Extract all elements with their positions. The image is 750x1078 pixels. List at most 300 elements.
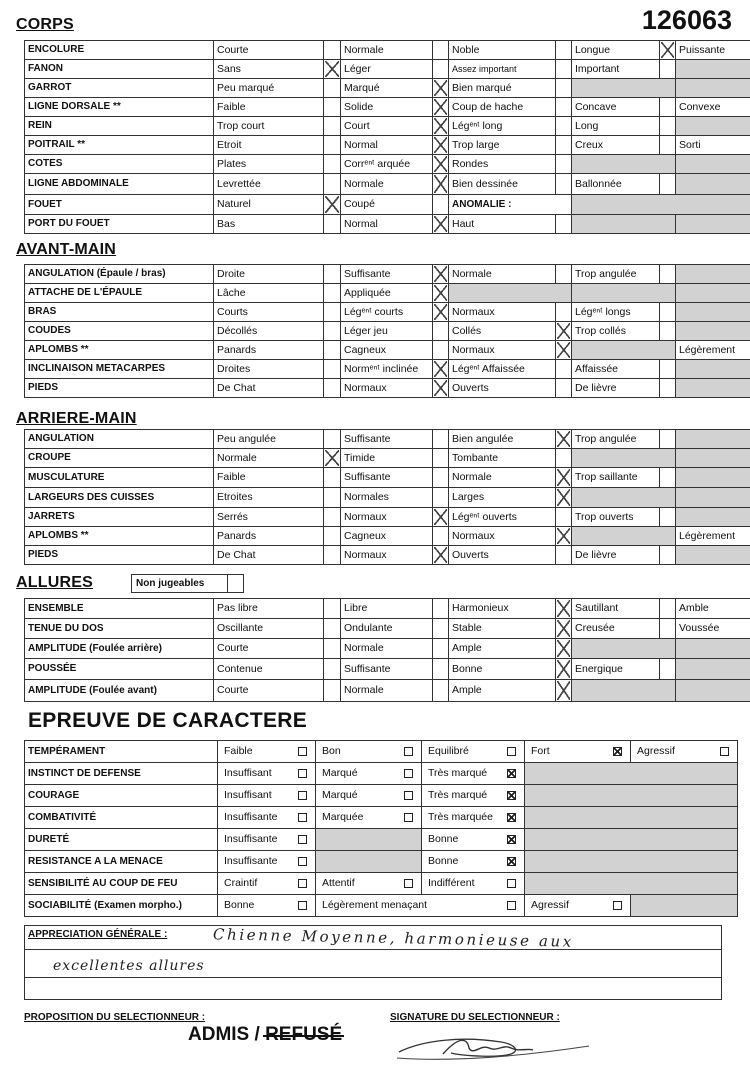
checkbox-coupe[interactable] <box>433 195 449 215</box>
empty-cell <box>676 639 750 659</box>
option-marquee <box>316 807 422 829</box>
checkbox-de-chat[interactable] <box>324 379 341 398</box>
checkbox-insuffisant[interactable] <box>298 769 307 778</box>
checkbox-larges[interactable] <box>556 488 572 508</box>
checkbox-indifferent[interactable] <box>507 879 516 888</box>
option-plates: Plates <box>214 155 324 174</box>
checkbox-serres[interactable] <box>324 508 341 527</box>
empty-cell <box>572 341 676 360</box>
option-equilibre <box>422 741 525 763</box>
option-label: Fort <box>531 745 550 758</box>
option-naturel: Naturel <box>214 195 324 215</box>
checkbox-leger[interactable] <box>433 60 449 79</box>
row-poussee <box>25 659 750 680</box>
row-label: COMBATIVITÉ <box>25 807 218 829</box>
checkbox-bien-angulee[interactable] <box>556 430 572 449</box>
checkbox-tres-marque[interactable] <box>507 769 516 778</box>
checkbox-ouverts[interactable] <box>556 379 572 398</box>
empty-cell <box>676 508 750 527</box>
checkbox-haut[interactable] <box>556 215 572 234</box>
row-amplitude-foulee-arriere <box>25 639 750 659</box>
row-label: INSTINCT DE DEFENSE <box>25 763 218 785</box>
option-serres: Serrés <box>214 508 324 527</box>
empty-cell <box>676 322 750 341</box>
option-normale: Normale <box>214 449 324 468</box>
option-legerement: Légèrement <box>676 341 750 360</box>
checkbox-leg-longs[interactable] <box>660 303 676 322</box>
empty-cell <box>525 807 738 829</box>
option-normale: Normale <box>341 41 433 60</box>
row-label: AMPLITUDE (Foulée avant) <box>25 680 214 702</box>
checkbox-agressif[interactable] <box>720 747 729 756</box>
checkbox-tres-marque[interactable] <box>507 791 516 800</box>
checkbox-normales[interactable] <box>433 488 449 508</box>
row-poitrail <box>25 136 750 155</box>
option-suffisante: Suffisante <box>341 468 433 488</box>
row-pieds <box>25 546 750 565</box>
option-label: Indifférent <box>428 877 475 890</box>
row-label: PORT DU FOUET <box>25 215 214 234</box>
option-trop-court: Trop court <box>214 117 324 136</box>
non-jugeables-box <box>131 574 244 593</box>
row-label: ANGULATION <box>25 430 214 449</box>
checkbox-longue[interactable] <box>660 41 676 60</box>
checkbox-tombante[interactable] <box>556 449 572 468</box>
row-label: CROUPE <box>25 449 214 468</box>
checkbox-affaissee[interactable] <box>660 360 676 379</box>
option-court: Court <box>341 117 433 136</box>
empty-cell <box>676 488 750 508</box>
checkbox-craintif[interactable] <box>298 879 307 888</box>
checkbox-concave[interactable] <box>660 98 676 117</box>
checkbox-long[interactable] <box>660 117 676 136</box>
checkbox-insuffisante[interactable] <box>298 857 307 866</box>
checkbox-plates[interactable] <box>324 155 341 174</box>
checkbox-courts[interactable] <box>324 303 341 322</box>
checkbox-sans[interactable] <box>324 60 341 79</box>
checkbox-trop-court[interactable] <box>324 117 341 136</box>
checkbox-normaux[interactable] <box>433 546 449 565</box>
empty-cell <box>676 155 750 174</box>
row-label: SOCIABILITÉ (Examen morpho.) <box>25 895 218 917</box>
option-label: Agressif <box>531 899 569 912</box>
epreuve-caractere-table <box>24 740 738 917</box>
option-agressif <box>525 895 631 917</box>
option-lache: Lâche <box>214 284 324 303</box>
checkbox-important[interactable] <box>660 60 676 79</box>
option-tres-marquee <box>422 807 525 829</box>
checkbox-normaux[interactable] <box>433 379 449 398</box>
option-energique: Energique <box>572 659 660 680</box>
checkbox-harmonieux[interactable] <box>556 599 572 619</box>
option-bien-dessinee: Bien dessinée <box>449 174 556 195</box>
empty-cell <box>676 546 750 565</box>
checkbox-courte[interactable] <box>324 41 341 60</box>
checkbox-trop-angulee[interactable] <box>660 430 676 449</box>
option-bas: Bas <box>214 215 324 234</box>
checkbox-normale[interactable] <box>433 639 449 659</box>
checkbox-leg-long[interactable] <box>556 117 572 136</box>
checkbox-leger-jeu[interactable] <box>433 322 449 341</box>
option-insuffisante <box>218 807 316 829</box>
checkbox-normale[interactable] <box>433 680 449 702</box>
checkbox-droite[interactable] <box>324 265 341 284</box>
option-faible: Faible <box>214 98 324 117</box>
section-title-allures: ALLURES <box>16 574 93 591</box>
checkbox-rondes[interactable] <box>556 155 572 174</box>
checkbox-creux[interactable] <box>660 136 676 155</box>
option-droite: Droite <box>214 265 324 284</box>
option-fort <box>525 741 631 763</box>
checkbox-ondulante[interactable] <box>433 619 449 639</box>
non-jugeables-label: Non jugeables <box>132 575 228 593</box>
row-cotes <box>25 155 750 174</box>
option-label: Insuffisante <box>224 811 278 824</box>
checkbox-court[interactable] <box>433 117 449 136</box>
option-bien-angulee: Bien angulée <box>449 430 556 449</box>
option-indifferent <box>422 873 525 895</box>
admis-label: ADMIS / <box>188 1024 260 1045</box>
checkbox-libre[interactable] <box>433 599 449 619</box>
checkbox-faible[interactable] <box>324 468 341 488</box>
checkbox-bien-dessinee[interactable] <box>556 174 572 195</box>
checkbox-bonne[interactable] <box>507 857 516 866</box>
option-courte: Courte <box>214 41 324 60</box>
option-trop-large: Trop large <box>449 136 556 155</box>
checkbox-bas[interactable] <box>324 215 341 234</box>
empty-cell <box>676 60 750 79</box>
option-normaux: Normaux <box>449 303 556 322</box>
empty-cell <box>631 895 738 917</box>
checkbox-panards[interactable] <box>324 527 341 546</box>
checkbox-trop-angulee[interactable] <box>660 265 676 284</box>
row-sociabilite-examen-morpho <box>25 895 738 917</box>
option-assez-important: Assez important <box>449 60 556 79</box>
checkbox-assez-important[interactable] <box>556 60 572 79</box>
checkbox-peu-angulee[interactable] <box>324 430 341 449</box>
checkbox-normale[interactable] <box>556 265 572 284</box>
checkbox-naturel[interactable] <box>324 195 341 215</box>
option-long: Long <box>572 117 660 136</box>
option-haut: Haut <box>449 215 556 234</box>
option-tres-marque <box>422 785 525 807</box>
checkbox-courte[interactable] <box>324 680 341 702</box>
row-fouet <box>25 195 750 215</box>
checkbox-courte[interactable] <box>324 639 341 659</box>
option-label: Très marqué <box>428 789 488 802</box>
row-tenue-du-dos <box>25 619 750 639</box>
checkbox-corr-arquee[interactable] <box>433 155 449 174</box>
checkbox-colles[interactable] <box>556 322 572 341</box>
checkbox-equilibre[interactable] <box>507 747 516 756</box>
option-suffisante: Suffisante <box>341 265 433 284</box>
checkbox-bonne[interactable] <box>507 835 516 844</box>
checkbox-noble[interactable] <box>556 41 572 60</box>
checkbox-agressif[interactable] <box>613 901 622 910</box>
option-important: Important <box>572 60 660 79</box>
checkbox-sautillant[interactable] <box>660 599 676 619</box>
checkbox-oscillante[interactable] <box>324 619 341 639</box>
option-de-lievre: De lièvre <box>572 379 660 398</box>
checkbox-solide[interactable] <box>433 98 449 117</box>
option-trop-angulee: Trop angulée <box>572 265 660 284</box>
option-convexe: Convexe <box>676 98 750 117</box>
row-label: ENSEMBLE <box>25 599 214 619</box>
checkbox-droites[interactable] <box>324 360 341 379</box>
row-label: FOUET <box>25 195 214 215</box>
row-jarrets <box>25 508 750 527</box>
row-label: POUSSÉE <box>25 659 214 680</box>
row-largeurs-des-cuisses <box>25 488 750 508</box>
option-sorti: Sorti <box>676 136 750 155</box>
checkbox-decolles[interactable] <box>324 322 341 341</box>
checkbox-trop-ouverts[interactable] <box>660 508 676 527</box>
option-courte: Courte <box>214 680 324 702</box>
checkbox-legerement-menacant[interactable] <box>507 901 516 910</box>
empty-cell <box>572 155 676 174</box>
decision-text <box>188 1024 342 1046</box>
option-coupe: Coupé <box>341 195 433 215</box>
empty-cell <box>525 763 738 785</box>
checkbox-attentif[interactable] <box>404 879 413 888</box>
checkbox-etroit[interactable] <box>324 136 341 155</box>
option-ample: Ample <box>449 639 556 659</box>
option-normaux: Normaux <box>341 546 433 565</box>
option-normales: Normales <box>341 488 433 508</box>
row-label: COURAGE <box>25 785 218 807</box>
row-aplombs <box>25 527 750 546</box>
empty-cell <box>676 360 750 379</box>
option-appliquee: Appliquée <box>341 284 433 303</box>
checkbox-normale[interactable] <box>556 468 572 488</box>
empty-cell <box>676 265 750 284</box>
empty-cell <box>676 174 750 195</box>
empty-cell <box>525 785 738 807</box>
option-label: Marquée <box>322 811 364 824</box>
checkbox-fort[interactable] <box>613 747 622 756</box>
checkbox-ample[interactable] <box>556 639 572 659</box>
checkbox-bonne[interactable] <box>556 659 572 680</box>
checkbox-faible[interactable] <box>298 747 307 756</box>
option-leg-long: Légᵉⁿᵗ long <box>449 117 556 136</box>
option-faible <box>218 741 316 763</box>
option-amble: Amble <box>676 599 750 619</box>
checkbox-bien-marque[interactable] <box>556 79 572 98</box>
row-croupe <box>25 449 750 468</box>
checkbox-de-lievre[interactable] <box>660 546 676 565</box>
option-bien-marque: Bien marqué <box>449 79 556 98</box>
checkbox-normale[interactable] <box>433 174 449 195</box>
proposition-label: PROPOSITION DU SELECTIONNEUR : <box>24 1012 206 1023</box>
checkbox-insuffisante[interactable] <box>298 835 307 844</box>
row-label: JARRETS <box>25 508 214 527</box>
checkbox-de-lievre[interactable] <box>660 379 676 398</box>
appreciation-handwritten-line-1[interactable]: Chienne Moyenne, harmonieuse aux <box>212 925 575 951</box>
option-levrettee: Levrettée <box>214 174 324 195</box>
checkbox-creusee[interactable] <box>660 619 676 639</box>
option-panards: Panards <box>214 341 324 360</box>
option-normaux: Normaux <box>341 379 433 398</box>
checkbox-normaux[interactable] <box>433 508 449 527</box>
option-tres-marque <box>422 763 525 785</box>
row-label: LARGEURS DES CUISSES <box>25 488 214 508</box>
checkbox-pas-libre[interactable] <box>324 599 341 619</box>
checkbox-normal[interactable] <box>433 215 449 234</box>
option-label: Bonne <box>224 899 255 912</box>
checkbox-norm-inclinee[interactable] <box>433 360 449 379</box>
checkbox-insuffisant[interactable] <box>298 791 307 800</box>
row-label: RESISTANCE A LA MENACE <box>25 851 218 873</box>
checkbox-leg-affaissee[interactable] <box>556 360 572 379</box>
checkbox-suffisante[interactable] <box>433 430 449 449</box>
option-stable: Stable <box>449 619 556 639</box>
checkbox-panards[interactable] <box>324 341 341 360</box>
option-peu-marque: Peu marqué <box>214 79 324 98</box>
empty-cell <box>525 851 738 873</box>
checkbox-normaux[interactable] <box>556 341 572 360</box>
option-normaux: Normaux <box>449 341 556 360</box>
row-label: COTES <box>25 155 214 174</box>
row-pieds <box>25 379 750 398</box>
row-amplitude-foulee-avant <box>25 680 750 702</box>
checkbox-marque[interactable] <box>433 79 449 98</box>
empty-cell <box>449 284 572 303</box>
row-ligne-dorsale <box>25 98 750 117</box>
option-droites: Droites <box>214 360 324 379</box>
option-voussee: Voussée <box>676 619 750 639</box>
section-title-arriere-main: ARRIERE-MAIN <box>16 410 137 427</box>
empty-cell <box>676 215 750 234</box>
option-etroites: Etroites <box>214 488 324 508</box>
checkbox-insuffisante[interactable] <box>298 813 307 822</box>
row-label: REIN <box>25 117 214 136</box>
checkbox-trop-saillante[interactable] <box>660 468 676 488</box>
row-label: PIEDS <box>25 379 214 398</box>
checkbox-ample[interactable] <box>556 680 572 702</box>
checkbox-marque[interactable] <box>404 791 413 800</box>
option-trop-ouverts: Trop ouverts <box>572 508 660 527</box>
empty-cell <box>572 639 676 659</box>
option-bonne <box>218 895 316 917</box>
checkbox-de-chat[interactable] <box>324 546 341 565</box>
anomalie-field[interactable] <box>572 195 750 215</box>
row-attache-de-l-epaule <box>25 284 750 303</box>
row-musculature <box>25 468 750 488</box>
checkbox-cagneux[interactable] <box>433 527 449 546</box>
checkbox-appliquee[interactable] <box>433 284 449 303</box>
appreciation-handwritten-line-2[interactable]: excellentes allures <box>53 958 205 974</box>
checkbox-levrettee[interactable] <box>324 174 341 195</box>
empty-cell <box>316 829 422 851</box>
option-peu-angulee: Peu angulée <box>214 430 324 449</box>
empty-cell <box>572 449 676 468</box>
checkbox-contenue[interactable] <box>324 659 341 680</box>
checkbox-leg-ouverts[interactable] <box>556 508 572 527</box>
option-leger: Léger <box>341 60 433 79</box>
anomalie-label: ANOMALIE : <box>449 195 572 215</box>
option-de-lievre: De lièvre <box>572 546 660 565</box>
empty-cell <box>676 79 750 98</box>
option-label: Equilibré <box>428 745 469 758</box>
row-fanon <box>25 60 750 79</box>
row-label: POITRAIL ** <box>25 136 214 155</box>
checkbox-cagneux[interactable] <box>433 341 449 360</box>
checkbox-marquee[interactable] <box>404 813 413 822</box>
option-cagneux: Cagneux <box>341 341 433 360</box>
row-resistance-a-la-menace <box>25 851 738 873</box>
checkbox-bonne[interactable] <box>298 901 307 910</box>
checkbox-normale[interactable] <box>324 449 341 468</box>
checkbox-faible[interactable] <box>324 98 341 117</box>
checkbox-lache[interactable] <box>324 284 341 303</box>
checkbox-suffisante[interactable] <box>433 659 449 680</box>
checkbox-suffisante[interactable] <box>433 265 449 284</box>
empty-cell <box>676 284 750 303</box>
non-jugeables-checkbox[interactable] <box>228 575 244 593</box>
option-marque <box>316 785 422 807</box>
checkbox-coup-de-hache[interactable] <box>556 98 572 117</box>
row-label: ENCOLURE <box>25 41 214 60</box>
selectionneur-signature <box>393 1026 593 1068</box>
option-trop-colles: Trop collés <box>572 322 660 341</box>
row-label: COUDES <box>25 322 214 341</box>
option-libre: Libre <box>341 599 433 619</box>
checkbox-peu-marque[interactable] <box>324 79 341 98</box>
option-normale: Normale <box>449 265 556 284</box>
checkbox-stable[interactable] <box>556 619 572 639</box>
option-leg-ouverts: Légᵉⁿᵗ ouverts <box>449 508 556 527</box>
checkbox-trop-large[interactable] <box>556 136 572 155</box>
row-label: AMPLITUDE (Foulée arrière) <box>25 639 214 659</box>
row-bras <box>25 303 750 322</box>
checkbox-ouverts[interactable] <box>556 546 572 565</box>
option-label: Très marqué <box>428 767 488 780</box>
checkbox-normaux[interactable] <box>556 527 572 546</box>
checkbox-normaux[interactable] <box>556 303 572 322</box>
row-coudes <box>25 322 750 341</box>
checkbox-tres-marquee[interactable] <box>507 813 516 822</box>
checkbox-normale[interactable] <box>433 41 449 60</box>
checkbox-bon[interactable] <box>404 747 413 756</box>
option-corr-arquee: Corrᵉⁿᵗ arquée <box>341 155 433 174</box>
signature-label: SIGNATURE DU SELECTIONNEUR : <box>390 1012 560 1023</box>
option-leg-courts: Légᵉⁿᵗ courts <box>341 303 433 322</box>
option-concave: Concave <box>572 98 660 117</box>
option-legerement-menacant <box>316 895 525 917</box>
option-sautillant: Sautillant <box>572 599 660 619</box>
checkbox-timide[interactable] <box>433 449 449 468</box>
checkbox-suffisante[interactable] <box>433 468 449 488</box>
checkbox-energique[interactable] <box>660 659 676 680</box>
empty-cell <box>525 873 738 895</box>
dog-id-number: 126063 <box>641 5 732 35</box>
option-normaux: Normaux <box>449 527 556 546</box>
checkbox-leg-courts[interactable] <box>433 303 449 322</box>
option-leg-affaissee: Légᵉⁿᵗ Affaissée <box>449 360 556 379</box>
checkbox-etroites[interactable] <box>324 488 341 508</box>
checkbox-ballonnee[interactable] <box>660 174 676 195</box>
option-creux: Creux <box>572 136 660 155</box>
allures-table <box>24 598 750 702</box>
option-insuffisante <box>218 851 316 873</box>
option-label: Craintif <box>224 877 258 890</box>
checkbox-trop-colles[interactable] <box>660 322 676 341</box>
checkbox-normal[interactable] <box>433 136 449 155</box>
checkbox-marque[interactable] <box>404 769 413 778</box>
option-coup-de-hache: Coup de hache <box>449 98 556 117</box>
row-label: INCLINAISON METACARPES <box>25 360 214 379</box>
empty-cell <box>572 215 676 234</box>
